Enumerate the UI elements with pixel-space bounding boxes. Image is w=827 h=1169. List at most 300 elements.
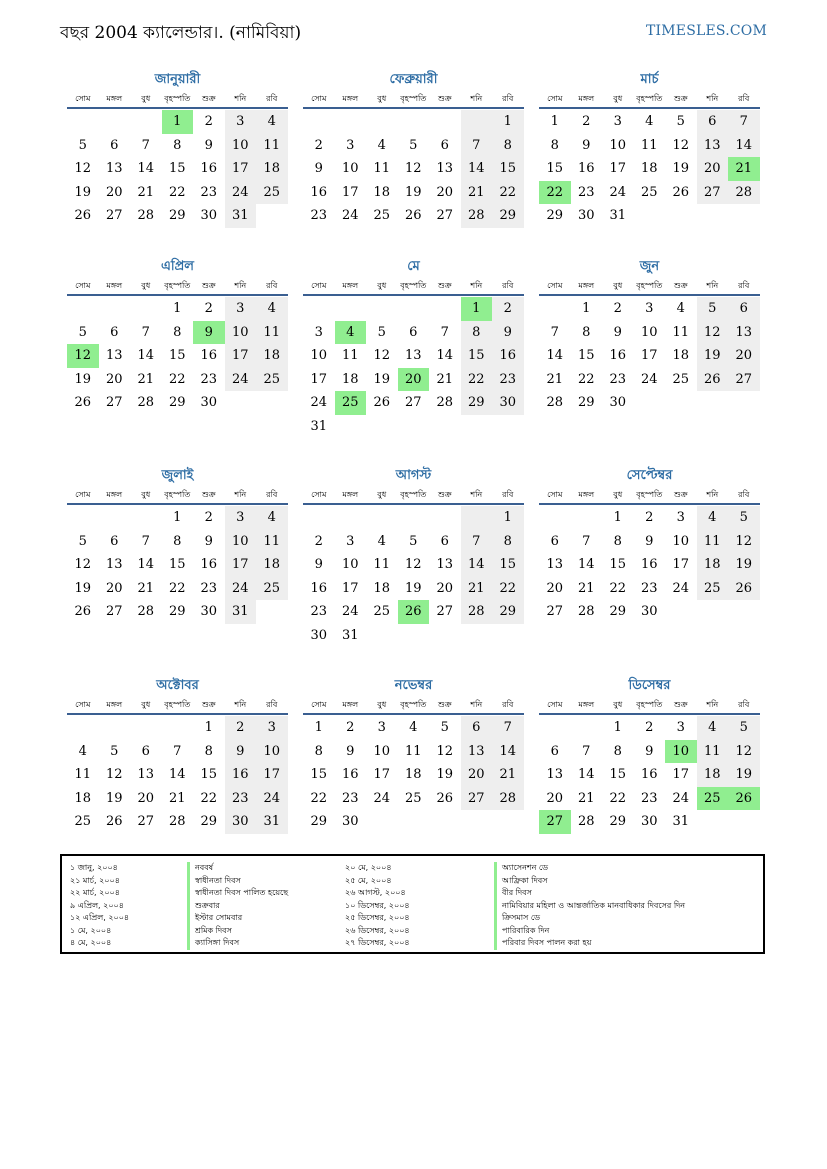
day-cell[interactable]: 27 — [697, 181, 729, 205]
day-cell[interactable]: 29 — [492, 204, 524, 228]
day-cell[interactable]: 20 — [697, 157, 729, 181]
day-cell[interactable]: 28 — [436, 395, 454, 410]
day-cell[interactable]: 11 — [74, 767, 92, 782]
day-cell[interactable]: 19 — [74, 184, 92, 200]
day-cell[interactable]: 1 — [613, 510, 622, 525]
day-cell[interactable]: 28 — [461, 600, 493, 624]
day-cell[interactable]: 5 — [697, 297, 729, 321]
day-cell[interactable]: 25 — [256, 577, 288, 601]
day-cell[interactable]: 7 — [582, 743, 591, 759]
day-cell[interactable]: 5 — [676, 114, 685, 129]
day-cell[interactable]: 27 — [404, 395, 422, 410]
day-cell[interactable]: 27 — [137, 814, 155, 829]
day-cell[interactable]: 6 — [461, 716, 493, 740]
day-cell[interactable]: 12 — [436, 743, 454, 759]
day-cell[interactable]: 30 — [609, 395, 627, 410]
day-cell[interactable]: 13 — [697, 134, 729, 158]
day-cell[interactable]: 13 — [105, 161, 123, 176]
day-cell[interactable]: 7 — [461, 134, 493, 158]
day-cell[interactable]: 8 — [492, 530, 524, 554]
day-cell[interactable]: 21 — [137, 371, 155, 387]
day-cell[interactable]: 29 — [200, 814, 218, 829]
day-cell[interactable]: 12 — [404, 557, 422, 572]
day-cell[interactable]: 1 — [492, 506, 524, 530]
day-cell[interactable]: 18 — [672, 348, 690, 363]
day-cell[interactable]: 9 — [645, 533, 654, 549]
day-cell[interactable]: 8 — [550, 137, 559, 153]
day-cell[interactable]: 19 — [74, 580, 92, 596]
day-cell[interactable]: 10 — [341, 557, 359, 572]
day-cell[interactable]: 7 — [141, 137, 150, 153]
day-cell[interactable]: 11 — [672, 324, 690, 340]
day-cell[interactable]: 10 — [341, 161, 359, 176]
day-cell[interactable]: 13 — [546, 767, 564, 782]
day-cell[interactable]: 24 — [672, 790, 690, 806]
day-cell[interactable]: 19 — [404, 184, 422, 200]
day-cell[interactable]: 9 — [225, 740, 257, 764]
day-cell[interactable]: 8 — [314, 743, 323, 759]
day-cell[interactable]: 19 — [697, 344, 729, 368]
day-cell[interactable]: 6 — [110, 137, 119, 153]
day-cell[interactable]: 12 — [74, 161, 92, 176]
day-cell[interactable]: 24 — [225, 577, 257, 601]
day-cell[interactable]: 27 — [461, 787, 493, 811]
day-cell[interactable]: 18 — [373, 184, 391, 200]
day-cell[interactable]: 22 — [200, 790, 218, 806]
day-cell[interactable]: 27 — [436, 208, 454, 223]
day-cell[interactable]: 28 — [168, 814, 186, 829]
day-cell[interactable]: 24 — [640, 371, 658, 387]
day-cell[interactable]: 28 — [577, 814, 595, 829]
day-cell[interactable]: 16 — [200, 161, 218, 176]
day-cell[interactable]: 16 — [577, 161, 595, 176]
day-cell[interactable]: 23 — [577, 184, 595, 200]
day-cell[interactable]: 13 — [436, 557, 454, 572]
day-cell[interactable]: 21 — [461, 577, 493, 601]
day-cell[interactable]: 3 — [225, 297, 257, 321]
day-cell[interactable]: 17 — [640, 348, 658, 363]
day-cell[interactable]: 4 — [256, 506, 288, 530]
day-cell[interactable]: 27 — [105, 395, 123, 410]
day-cell[interactable]: 5 — [377, 324, 386, 340]
day-cell[interactable]: 17 — [256, 763, 288, 787]
day-cell[interactable]: 28 — [461, 204, 493, 228]
day-cell[interactable]: 2 — [225, 716, 257, 740]
day-cell[interactable]: 13 — [461, 740, 493, 764]
day-cell[interactable]: 5 — [409, 533, 418, 549]
day-cell[interactable]: 10 — [256, 740, 288, 764]
day-cell[interactable]: 5 — [78, 137, 87, 153]
day-cell[interactable]: 25 — [697, 787, 729, 811]
day-cell[interactable]: 26 — [728, 787, 760, 811]
day-cell[interactable]: 16 — [225, 763, 257, 787]
day-cell[interactable]: 5 — [110, 743, 119, 759]
day-cell[interactable]: 14 — [461, 157, 493, 181]
day-cell[interactable]: 30 — [341, 814, 359, 829]
day-cell[interactable]: 12 — [74, 557, 92, 572]
day-cell[interactable]: 2 — [204, 301, 213, 316]
day-cell[interactable]: 2 — [314, 533, 323, 549]
day-cell[interactable]: 20 — [546, 790, 564, 806]
day-cell[interactable]: 26 — [74, 208, 92, 223]
day-cell[interactable]: 6 — [440, 137, 449, 153]
day-cell[interactable]: 2 — [492, 297, 524, 321]
day-cell[interactable]: 30 — [640, 814, 658, 829]
day-cell[interactable]: 2 — [582, 114, 591, 129]
day-cell[interactable]: 30 — [310, 627, 328, 643]
day-cell[interactable]: 18 — [256, 344, 288, 368]
day-cell[interactable]: 3 — [377, 720, 386, 735]
day-cell[interactable]: 12 — [728, 530, 760, 554]
day-cell[interactable]: 13 — [546, 557, 564, 572]
day-cell[interactable]: 20 — [137, 790, 155, 806]
day-cell[interactable]: 9 — [193, 321, 225, 345]
day-cell[interactable]: 14 — [492, 740, 524, 764]
day-cell[interactable]: 18 — [373, 580, 391, 596]
day-cell[interactable]: 6 — [141, 743, 150, 759]
day-cell[interactable]: 27 — [539, 810, 571, 834]
day-cell[interactable]: 10 — [665, 740, 697, 764]
day-cell[interactable]: 20 — [461, 763, 493, 787]
day-cell[interactable]: 11 — [373, 161, 391, 176]
day-cell[interactable]: 30 — [200, 395, 218, 410]
day-cell[interactable]: 19 — [436, 767, 454, 782]
day-cell[interactable]: 25 — [373, 604, 391, 619]
day-cell[interactable]: 3 — [613, 114, 622, 129]
day-cell[interactable]: 7 — [461, 530, 493, 554]
day-cell[interactable]: 22 — [492, 181, 524, 205]
day-cell[interactable]: 19 — [728, 553, 760, 577]
day-cell[interactable]: 13 — [105, 348, 123, 363]
day-cell[interactable]: 24 — [672, 580, 690, 596]
day-cell[interactable]: 13 — [404, 348, 422, 363]
day-cell[interactable]: 17 — [341, 184, 359, 200]
day-cell[interactable]: 4 — [78, 743, 87, 759]
day-cell[interactable]: 14 — [461, 553, 493, 577]
day-cell[interactable]: 18 — [697, 553, 729, 577]
day-cell[interactable]: 2 — [204, 114, 213, 129]
day-cell[interactable]: 13 — [137, 767, 155, 782]
day-cell[interactable]: 23 — [640, 580, 658, 596]
day-cell[interactable]: 7 — [492, 716, 524, 740]
day-cell[interactable]: 13 — [105, 557, 123, 572]
day-cell[interactable]: 15 — [200, 767, 218, 782]
day-cell[interactable]: 23 — [310, 604, 328, 619]
day-cell[interactable]: 6 — [550, 743, 559, 759]
day-cell[interactable]: 18 — [640, 161, 658, 176]
day-cell[interactable]: 24 — [256, 787, 288, 811]
day-cell[interactable]: 4 — [697, 716, 729, 740]
day-cell[interactable]: 3 — [346, 533, 355, 549]
day-cell[interactable]: 24 — [225, 368, 257, 392]
day-cell[interactable]: 29 — [546, 208, 564, 223]
day-cell[interactable]: 24 — [341, 604, 359, 619]
day-cell[interactable]: 18 — [341, 371, 359, 387]
day-cell[interactable]: 10 — [672, 533, 690, 549]
day-cell[interactable]: 15 — [492, 157, 524, 181]
day-cell[interactable]: 19 — [373, 371, 391, 387]
day-cell[interactable]: 10 — [609, 137, 627, 153]
day-cell[interactable]: 20 — [105, 371, 123, 387]
day-cell[interactable]: 29 — [168, 208, 186, 223]
day-cell[interactable]: 17 — [341, 580, 359, 596]
day-cell[interactable]: 21 — [137, 580, 155, 596]
day-cell[interactable]: 1 — [162, 110, 194, 134]
day-cell[interactable]: 21 — [168, 790, 186, 806]
day-cell[interactable]: 21 — [728, 157, 760, 181]
day-cell[interactable]: 4 — [645, 114, 654, 129]
day-cell[interactable]: 27 — [546, 604, 564, 619]
day-cell[interactable]: 3 — [225, 506, 257, 530]
day-cell[interactable]: 3 — [676, 510, 685, 525]
day-cell[interactable]: 28 — [137, 604, 155, 619]
day-cell[interactable]: 14 — [137, 161, 155, 176]
day-cell[interactable]: 29 — [577, 395, 595, 410]
day-cell[interactable]: 8 — [204, 743, 213, 759]
day-cell[interactable]: 26 — [105, 814, 123, 829]
day-cell[interactable]: 12 — [105, 767, 123, 782]
day-cell[interactable]: 18 — [697, 763, 729, 787]
day-cell[interactable]: 3 — [225, 110, 257, 134]
day-cell[interactable]: 23 — [200, 580, 218, 596]
day-cell[interactable]: 18 — [74, 790, 92, 806]
day-cell[interactable]: 21 — [436, 371, 454, 387]
day-cell[interactable]: 7 — [550, 324, 559, 340]
day-cell[interactable]: 22 — [168, 580, 186, 596]
day-cell[interactable]: 18 — [404, 767, 422, 782]
day-cell[interactable]: 14 — [137, 348, 155, 363]
day-cell[interactable]: 25 — [256, 368, 288, 392]
day-cell[interactable]: 26 — [697, 368, 729, 392]
day-cell[interactable]: 8 — [173, 137, 182, 153]
day-cell[interactable]: 20 — [105, 580, 123, 596]
day-cell[interactable]: 22 — [492, 577, 524, 601]
day-cell[interactable]: 1 — [582, 301, 591, 316]
day-cell[interactable]: 11 — [697, 740, 729, 764]
day-cell[interactable]: 24 — [341, 208, 359, 223]
day-cell[interactable]: 6 — [550, 533, 559, 549]
day-cell[interactable]: 20 — [105, 184, 123, 200]
day-cell[interactable]: 4 — [697, 506, 729, 530]
day-cell[interactable]: 1 — [461, 297, 493, 321]
day-cell[interactable]: 7 — [141, 324, 150, 340]
day-cell[interactable]: 10 — [225, 530, 257, 554]
day-cell[interactable]: 7 — [582, 533, 591, 549]
day-cell[interactable]: 16 — [640, 557, 658, 572]
day-cell[interactable]: 20 — [546, 580, 564, 596]
day-cell[interactable]: 28 — [137, 208, 155, 223]
day-cell[interactable]: 12 — [697, 321, 729, 345]
day-cell[interactable]: 5 — [728, 506, 760, 530]
day-cell[interactable]: 31 — [225, 600, 257, 624]
day-cell[interactable]: 25 — [74, 814, 92, 829]
day-cell[interactable]: 28 — [492, 787, 524, 811]
day-cell[interactable]: 26 — [373, 395, 391, 410]
day-cell[interactable]: 31 — [225, 204, 257, 228]
day-cell[interactable]: 12 — [67, 344, 99, 368]
day-cell[interactable]: 13 — [436, 161, 454, 176]
day-cell[interactable]: 5 — [728, 716, 760, 740]
day-cell[interactable]: 4 — [377, 533, 386, 549]
day-cell[interactable]: 1 — [173, 510, 182, 525]
day-cell[interactable]: 10 — [310, 348, 328, 363]
day-cell[interactable]: 18 — [256, 157, 288, 181]
day-cell[interactable]: 24 — [609, 184, 627, 200]
day-cell[interactable]: 6 — [110, 324, 119, 340]
day-cell[interactable]: 25 — [256, 181, 288, 205]
day-cell[interactable]: 2 — [204, 510, 213, 525]
day-cell[interactable]: 4 — [377, 137, 386, 153]
day-cell[interactable]: 27 — [105, 208, 123, 223]
day-cell[interactable]: 17 — [609, 161, 627, 176]
day-cell[interactable]: 4 — [256, 110, 288, 134]
day-cell[interactable]: 11 — [404, 743, 422, 759]
day-cell[interactable]: 19 — [105, 790, 123, 806]
day-cell[interactable]: 29 — [461, 391, 493, 415]
day-cell[interactable]: 8 — [492, 134, 524, 158]
day-cell[interactable]: 10 — [373, 743, 391, 759]
day-cell[interactable]: 22 — [168, 371, 186, 387]
day-cell[interactable]: 29 — [168, 604, 186, 619]
day-cell[interactable]: 1 — [314, 720, 323, 735]
day-cell[interactable]: 12 — [728, 740, 760, 764]
day-cell[interactable]: 26 — [728, 577, 760, 601]
day-cell[interactable]: 17 — [672, 767, 690, 782]
day-cell[interactable]: 7 — [440, 324, 449, 340]
day-cell[interactable]: 11 — [256, 134, 288, 158]
day-cell[interactable]: 14 — [168, 767, 186, 782]
day-cell[interactable]: 23 — [341, 790, 359, 806]
day-cell[interactable]: 15 — [546, 161, 564, 176]
day-cell[interactable]: 9 — [204, 137, 213, 153]
day-cell[interactable]: 6 — [110, 533, 119, 549]
day-cell[interactable]: 21 — [577, 790, 595, 806]
day-cell[interactable]: 16 — [200, 348, 218, 363]
day-cell[interactable]: 21 — [577, 580, 595, 596]
day-cell[interactable]: 22 — [461, 368, 493, 392]
day-cell[interactable]: 27 — [436, 604, 454, 619]
day-cell[interactable]: 17 — [373, 767, 391, 782]
day-cell[interactable]: 23 — [310, 208, 328, 223]
day-cell[interactable]: 16 — [310, 184, 328, 200]
day-cell[interactable]: 9 — [492, 321, 524, 345]
day-cell[interactable]: 23 — [200, 371, 218, 387]
day-cell[interactable]: 21 — [461, 181, 493, 205]
day-cell[interactable]: 17 — [310, 371, 328, 387]
day-cell[interactable]: 25 — [640, 184, 658, 200]
day-cell[interactable]: 10 — [225, 321, 257, 345]
day-cell[interactable]: 15 — [609, 767, 627, 782]
day-cell[interactable]: 6 — [728, 297, 760, 321]
day-cell[interactable]: 29 — [609, 604, 627, 619]
day-cell[interactable]: 16 — [310, 580, 328, 596]
day-cell[interactable]: 11 — [640, 137, 658, 153]
day-cell[interactable]: 22 — [609, 580, 627, 596]
day-cell[interactable]: 9 — [204, 533, 213, 549]
day-cell[interactable]: 3 — [676, 720, 685, 735]
day-cell[interactable]: 17 — [225, 157, 257, 181]
day-cell[interactable]: 8 — [461, 321, 493, 345]
day-cell[interactable]: 3 — [256, 716, 288, 740]
day-cell[interactable]: 30 — [640, 604, 658, 619]
day-cell[interactable]: 20 — [436, 184, 454, 200]
day-cell[interactable]: 1 — [204, 720, 213, 735]
day-cell[interactable]: 15 — [609, 557, 627, 572]
day-cell[interactable]: 12 — [373, 348, 391, 363]
day-cell[interactable]: 19 — [728, 763, 760, 787]
day-cell[interactable]: 14 — [577, 767, 595, 782]
day-cell[interactable]: 11 — [697, 530, 729, 554]
day-cell[interactable]: 2 — [346, 720, 355, 735]
day-cell[interactable]: 17 — [672, 557, 690, 572]
day-cell[interactable]: 20 — [398, 368, 430, 392]
day-cell[interactable]: 8 — [582, 324, 591, 340]
day-cell[interactable]: 6 — [697, 110, 729, 134]
day-cell[interactable]: 7 — [173, 743, 182, 759]
day-cell[interactable]: 15 — [577, 348, 595, 363]
day-cell[interactable]: 29 — [168, 395, 186, 410]
day-cell[interactable]: 8 — [613, 533, 622, 549]
day-cell[interactable]: 8 — [613, 743, 622, 759]
day-cell[interactable]: 15 — [168, 161, 186, 176]
day-cell[interactable]: 14 — [728, 134, 760, 158]
day-cell[interactable]: 11 — [256, 530, 288, 554]
day-cell[interactable]: 14 — [546, 348, 564, 363]
day-cell[interactable]: 21 — [492, 763, 524, 787]
day-cell[interactable]: 15 — [492, 553, 524, 577]
day-cell[interactable]: 26 — [672, 184, 690, 200]
day-cell[interactable]: 25 — [672, 371, 690, 387]
day-cell[interactable]: 19 — [404, 580, 422, 596]
day-cell[interactable]: 27 — [728, 368, 760, 392]
day-cell[interactable]: 11 — [341, 348, 359, 363]
day-cell[interactable]: 2 — [314, 137, 323, 153]
day-cell[interactable]: 23 — [609, 371, 627, 387]
day-cell[interactable]: 22 — [168, 184, 186, 200]
day-cell[interactable]: 2 — [613, 301, 622, 316]
day-cell[interactable]: 29 — [310, 814, 328, 829]
day-cell[interactable]: 10 — [225, 134, 257, 158]
day-cell[interactable]: 31 — [609, 208, 627, 223]
day-cell[interactable]: 26 — [404, 208, 422, 223]
day-cell[interactable]: 7 — [141, 533, 150, 549]
day-cell[interactable]: 14 — [577, 557, 595, 572]
day-cell[interactable]: 1 — [492, 110, 524, 134]
day-cell[interactable]: 4 — [676, 301, 685, 316]
day-cell[interactable]: 16 — [492, 344, 524, 368]
day-cell[interactable]: 30 — [200, 208, 218, 223]
day-cell[interactable]: 12 — [404, 161, 422, 176]
day-cell[interactable]: 16 — [640, 767, 658, 782]
day-cell[interactable]: 6 — [440, 533, 449, 549]
day-cell[interactable]: 23 — [225, 787, 257, 811]
day-cell[interactable]: 5 — [78, 324, 87, 340]
day-cell[interactable]: 22 — [577, 371, 595, 387]
day-cell[interactable]: 23 — [200, 184, 218, 200]
day-cell[interactable]: 1 — [613, 720, 622, 735]
day-cell[interactable]: 4 — [335, 321, 367, 345]
day-cell[interactable]: 23 — [640, 790, 658, 806]
day-cell[interactable]: 3 — [645, 301, 654, 316]
day-cell[interactable]: 3 — [314, 324, 323, 340]
day-cell[interactable]: 27 — [105, 604, 123, 619]
day-cell[interactable]: 15 — [168, 348, 186, 363]
day-cell[interactable]: 5 — [440, 720, 449, 735]
day-cell[interactable]: 19 — [672, 161, 690, 176]
day-cell[interactable]: 24 — [310, 395, 328, 410]
day-cell[interactable]: 11 — [373, 557, 391, 572]
day-cell[interactable]: 30 — [225, 810, 257, 834]
